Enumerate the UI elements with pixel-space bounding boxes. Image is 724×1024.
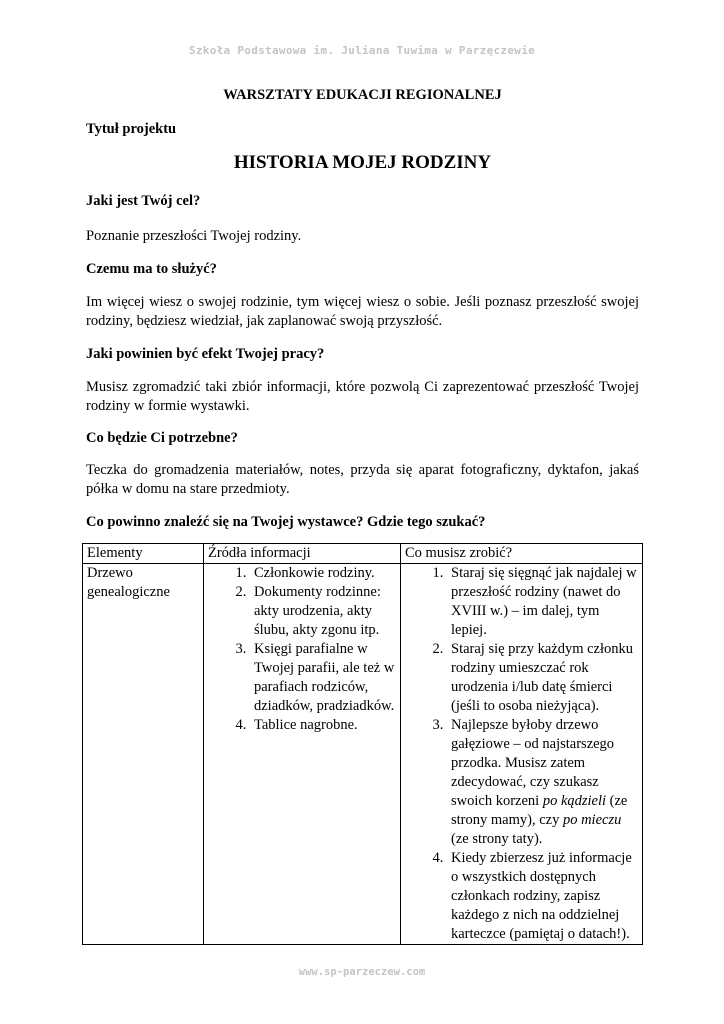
answer-needs: Teczka do gromadzenia materiałów, notes, przyda się aparat fotograficzny, dyktafon, jakaś półka w domu na stare przedmioty.	[86, 462, 639, 497]
page-header: Szkoła Podstawowa im. Juliana Tuwima w Parzęczewie	[188, 44, 536, 57]
sources-cell	[204, 564, 401, 945]
todo-text: (ze strony mamy), czy	[451, 793, 628, 828]
page-footer: www.sp-parzeczew.com	[298, 966, 426, 978]
header-cell-todo: Co musisz zrobić?	[401, 544, 643, 564]
sources-list	[208, 564, 396, 735]
list-item: 1. Członkowie rodziny.	[250, 564, 396, 583]
answer-effect: Musisz zgromadzić taki zbiór informacji, które pozwolą Ci zaprezentować przeszłość Twojej rodziny w formie wystawki.	[86, 379, 639, 414]
question-purpose: Czemu ma to służyć?	[86, 261, 217, 277]
table-heading: Co powinno znaleźć się na Twojej wystawce? Gdzie tego szukać?	[86, 514, 486, 530]
project-title: HISTORIA MOJEJ RODZINY	[233, 152, 492, 173]
list-item: 4. Kiedy zbierzesz już informacje o wszystkich dostępnych członkach rodziny, zapisz każdego z nich na oddzielnej karteczce (pamiętaj o datach!).	[447, 849, 638, 944]
workshop-title: WARSZTATY EDUKACJI REGIONALNEJ	[223, 87, 502, 103]
todo-cell	[401, 564, 643, 945]
element-cell: Drzewo genealogiczne	[83, 564, 204, 945]
table-header-row	[83, 544, 643, 564]
question-goal: Jaki jest Twój cel?	[86, 193, 201, 209]
list-item: 1. Staraj się sięgnąć jak najdalej w przeszłość rodziny (nawet do XVIII w.) – im dalej, tym lepiej.	[447, 564, 638, 640]
project-label: Tytuł projektu	[86, 121, 177, 137]
exhibition-table	[82, 543, 643, 945]
answer-purpose: Im więcej wiesz o swojej rodzinie, tym więcej wiesz o sobie. Jeśli poznasz przeszłość swojej rodziny, będziesz wiedział, jak zaplanować swoją przyszłość.	[86, 294, 639, 329]
question-effect: Jaki powinien być efekt Twojej pracy?	[86, 346, 325, 362]
list-item: 2. Dokumenty rodzinne: akty urodzenia, akty ślubu, akty zgonu itp.	[250, 583, 396, 640]
todo-text: (ze strony taty).	[451, 831, 543, 847]
list-item: 4. Tablice nagrobne.	[250, 716, 396, 735]
header-cell-elements: Elementy	[83, 544, 204, 564]
todo-list	[405, 564, 638, 944]
todo-text: Najlepsze byłoby drzewo gałęziowe – od najstarszego przodka. Musisz zatem zdecydować, czy szukasz swoich korzeni	[451, 717, 615, 809]
table-row	[83, 564, 643, 945]
italic-term: po kądzieli	[542, 793, 607, 809]
answer-goal: Poznanie przeszłości Twojej rodziny.	[86, 228, 302, 244]
list-item: 2. Staraj się przy każdym członku rodziny umieszczać rok urodzenia i/lub datę śmierci (jeśli to osoba nieżyjąca).	[447, 640, 638, 716]
list-item: 3. Księgi parafialne w Twojej parafii, ale też w parafiach rodziców, dziadków, pradziadków.	[250, 640, 396, 716]
italic-term: po mieczu	[562, 812, 622, 828]
list-item	[447, 716, 638, 849]
header-cell-sources: Źródła informacji	[204, 544, 401, 564]
question-needs: Co będzie Ci potrzebne?	[86, 430, 238, 446]
